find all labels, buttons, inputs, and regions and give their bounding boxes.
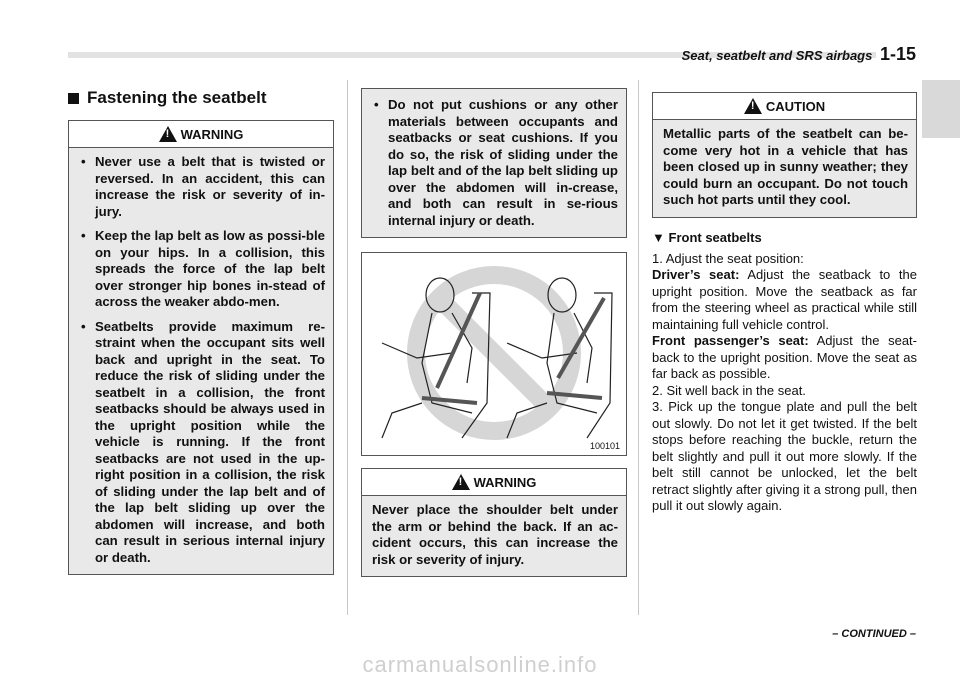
warning-item: • Seatbelts provide maximum re-straint when the occupant sits well back and upright in the seat. To reduce the risk of sliding under the seatbelt in a collision, the front seatbacks should be always used in the upright position while the vehicle is running. If the front seatbacks are not used in the up-right position in a collision, the risk of sliding under the lap belt and of the lap belt sliding up over the abdomen will increase, and both can result in serious internal injury or death. <box>79 319 325 567</box>
warning-header <box>69 121 333 148</box>
header-title: Seat, seatbelt and SRS airbags <box>681 48 873 63</box>
caution-label: CAUTION <box>765 98 826 114</box>
warning-item: • Keep the lap belt as low as possi-ble on your hips. In a collision, this spreads the force of the lap belt over stronger hip bones in-stead of across the weaker abdo-men. <box>79 228 325 311</box>
chapter-tab <box>922 80 960 138</box>
section-title <box>68 88 334 108</box>
warning-body <box>362 496 626 576</box>
warning-triangle-icon <box>452 474 470 490</box>
caution-header <box>653 93 916 120</box>
subsection-heading-text: Front seatbelts <box>668 229 762 245</box>
continued-marker: – CONTINUED – <box>832 628 916 640</box>
step-3: 3. Pick up the tongue plate and pull the belt out slowly. Do not let it get twisted. If the belt stops before reaching the buckle, return the belt slightly and pull it out more slowly. If the belt still cannot be unlocked, let the belt retract slightly after giving it a strong pull, then pull it out slowly again. <box>652 399 917 513</box>
page-header <box>682 44 916 65</box>
warning-body <box>69 148 333 574</box>
column-divider <box>638 80 639 615</box>
warning-triangle-icon <box>159 126 177 142</box>
continued-warning-box <box>361 88 627 238</box>
caution-box <box>652 92 917 218</box>
warning-text: Never place the shoulder belt under the arm or behind the back. If an ac-cident occurs, this can increase the risk or severity of injury. <box>372 502 618 567</box>
driver-text: Adjust the seatback to the upright position. Move the seatback as far from the steering wheel as practical while still maintaining full vehicle control. <box>652 267 917 332</box>
column-middle <box>361 88 627 577</box>
caution-text: Metallic parts of the seatbelt can be-come very hot in a vehicle that has been closed up in sunny weather; they could burn an occupant. Do not touch such hot parts until they cool. <box>663 126 908 207</box>
square-bullet-icon <box>68 93 79 104</box>
passenger-instruction <box>652 333 917 383</box>
down-triangle-icon: ▼ <box>652 229 665 245</box>
watermark: carmanualsonline.info <box>362 652 598 677</box>
warning-label: WARNING <box>180 126 244 142</box>
caution-triangle-icon <box>744 98 762 114</box>
continued-warning-body <box>362 89 626 237</box>
section-title-text: Fastening the seatbelt <box>87 88 267 107</box>
passenger-text: Adjust the seat-back to the upright position. Move the seat as far back as possible. <box>652 333 917 381</box>
seatbelt-illustration <box>361 252 627 456</box>
warning-box <box>361 468 627 577</box>
subsection-heading <box>652 230 917 245</box>
column-left <box>68 88 334 575</box>
driver-label: Driver’s seat: <box>652 267 740 282</box>
passenger-label: Front passenger’s seat: <box>652 333 809 348</box>
warning-item: • Do not put cushions or any other materials between occupants and seatbacks or seat cushions. If you do so, the risk of sliding under the lap belt and of the lap belt sliding up over the abdomen will in-crease, and both can result in se-rious internal injury or death. <box>372 97 618 229</box>
step-1: 1. Adjust the seat position: <box>652 250 804 266</box>
warning-label: WARNING <box>473 474 537 490</box>
driver-instruction <box>652 267 917 333</box>
seatbelt-posture-illustration <box>362 253 626 453</box>
step-2: 2. Sit well back in the seat. <box>652 382 806 398</box>
figure-code: 100101 <box>589 441 620 451</box>
warning-item: • Never use a belt that is twisted or reversed. In an accident, this can increase the risk or severity of in-jury. <box>79 154 325 220</box>
caution-body <box>653 120 916 217</box>
page-number: 1-15 <box>879 44 916 64</box>
column-right <box>652 92 917 515</box>
instructions <box>652 251 917 515</box>
warning-box <box>68 120 334 575</box>
column-divider <box>347 80 348 615</box>
warning-header <box>362 469 626 496</box>
